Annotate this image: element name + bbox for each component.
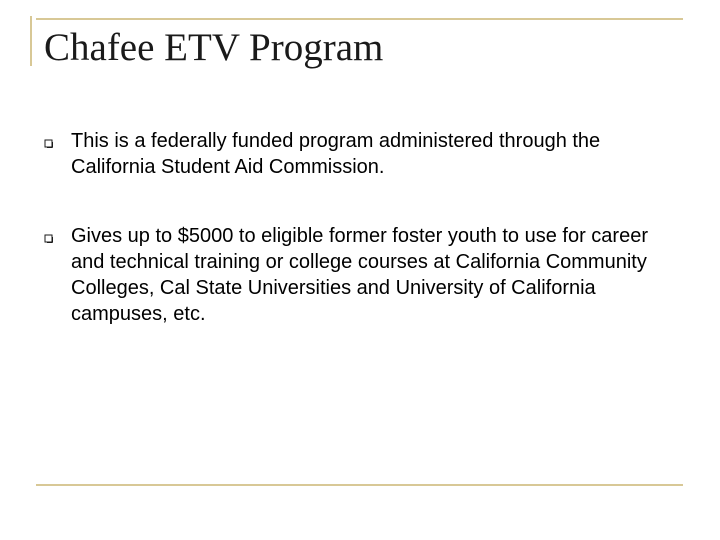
checkbox-square-icon (44, 139, 53, 148)
slide-title: Chafee ETV Program (44, 26, 384, 69)
bullet-text: This is a federally funded program administered through the California Student Aid Commission. (71, 130, 601, 178)
bullet-item (44, 223, 674, 327)
bullet-item (44, 128, 674, 180)
bullet-text: Gives up to $5000 to eligible former foster youth to use for career and technical training or college courses at California Community Colleges, Cal State Universities and University of California campuses, etc. (71, 225, 648, 325)
top-divider (36, 18, 683, 20)
left-accent-divider (30, 16, 32, 66)
bottom-divider (36, 484, 683, 486)
bullet-list (44, 128, 674, 370)
checkbox-square-icon (44, 234, 53, 243)
